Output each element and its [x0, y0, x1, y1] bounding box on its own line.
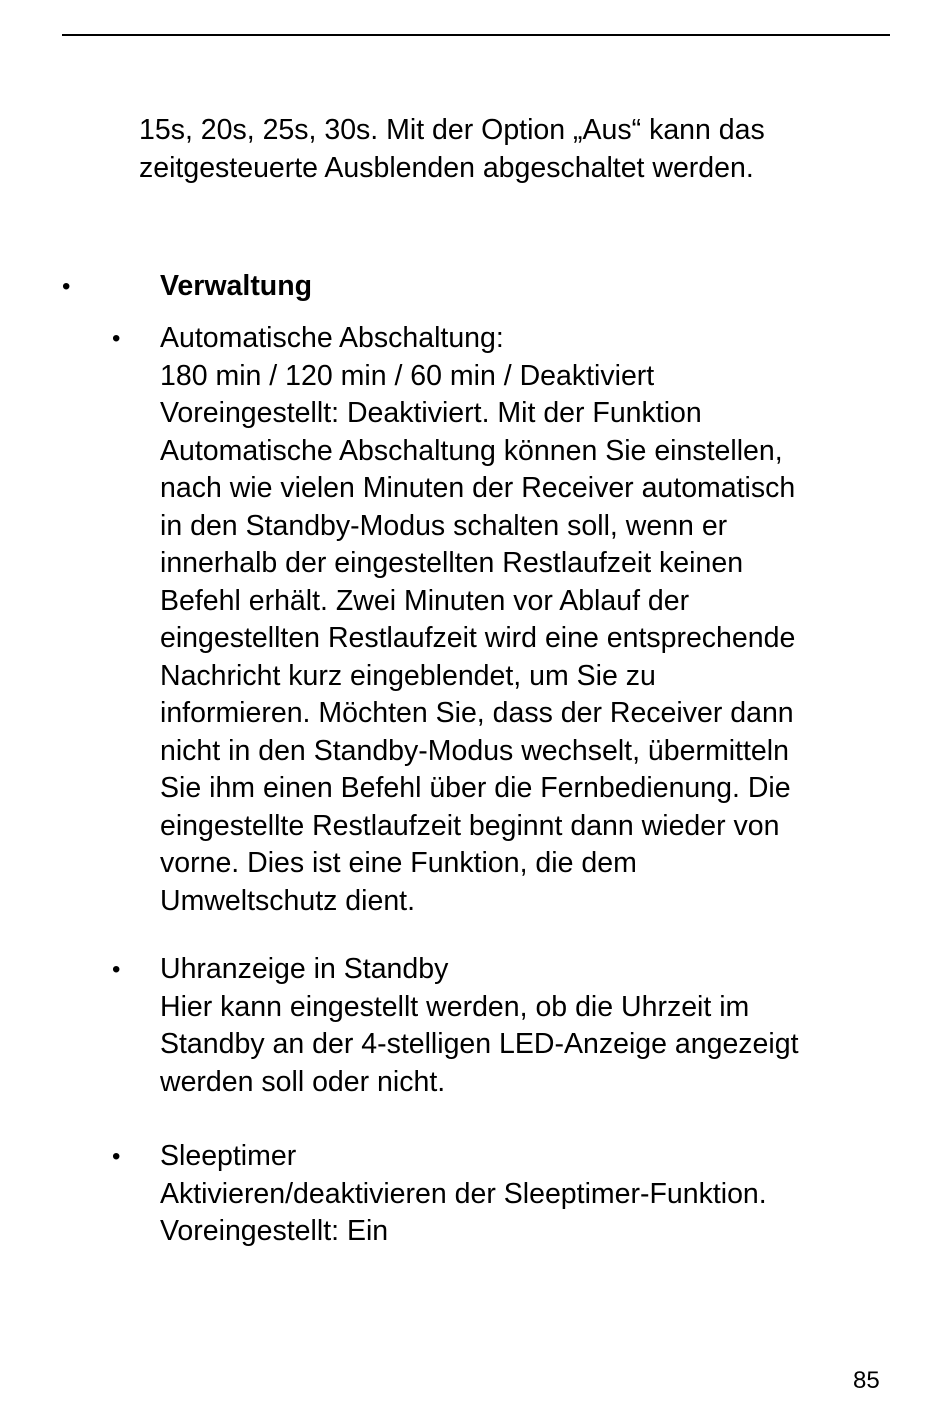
item-title: Automatische Abschaltung: [160, 322, 504, 354]
intro-paragraph [139, 112, 765, 187]
text-line: Hier kann eingestellt werden, ob die Uhrzeit im [160, 990, 750, 1023]
text-line: 180 min / 120 min / 60 min / Deaktiviert [160, 359, 655, 392]
text-line: in den Standby-Modus schalten soll, wenn er [160, 509, 728, 542]
page-number: 85 [853, 1367, 880, 1394]
text-line: werden soll oder nicht. [160, 1065, 446, 1098]
text-line: Befehl erhält. Zwei Minuten vor Ablauf der [160, 584, 690, 617]
text-line: Automatische Abschaltung können Sie einstellen, [160, 434, 783, 467]
text-line: zeitgesteuerte Ausblenden abgeschaltet werden. [139, 151, 754, 184]
text-line: 15s, 20s, 25s, 30s. Mit der Option „Aus“ kann das [139, 114, 765, 146]
text-line: Standby an der 4-stelligen LED-Anzeige angezeigt [160, 1028, 799, 1060]
list-item-sleeptimer [160, 1138, 767, 1251]
item-title: Sleeptimer [160, 1140, 297, 1172]
section-heading: Verwaltung [160, 270, 313, 302]
text-line: nach wie vielen Minuten der Receiver automatisch [160, 472, 796, 504]
text-line: innerhalb der eingestellten Restlaufzeit keinen [160, 547, 744, 579]
text-line: Voreingestellt: Ein [160, 1215, 389, 1247]
header-rule [62, 34, 890, 36]
list-item-auto-shutdown [160, 320, 795, 920]
text-line: nicht in den Standby-Modus wechselt, übermitteln [160, 734, 789, 767]
section-bullet-icon: • [62, 273, 71, 300]
text-line: Umweltschutz dient. [160, 884, 416, 917]
text-line: Nachricht kurz eingeblendet, um Sie zu [160, 659, 656, 692]
item-title: Uhranzeige in Standby [160, 953, 449, 985]
list-bullet-icon: • [112, 956, 121, 983]
list-item-standby-clock [160, 951, 799, 1101]
text-line: Voreingestellt: Deaktiviert. Mit der Funktion [160, 397, 702, 429]
list-bullet-icon: • [112, 325, 121, 352]
text-line: Aktivieren/deaktivieren der Sleeptimer-Funktion. [160, 1177, 767, 1210]
text-line: vorne. Dies ist eine Funktion, die dem [160, 847, 637, 879]
text-line: informieren. Möchten Sie, dass der Receiver dann [160, 697, 794, 729]
list-bullet-icon: • [112, 1143, 121, 1170]
text-line: Sie ihm einen Befehl über die Fernbedienung. Die [160, 772, 791, 804]
text-line: eingestellten Restlaufzeit wird eine entsprechende [160, 622, 796, 654]
text-line: eingestellte Restlaufzeit beginnt dann wieder von [160, 809, 780, 842]
